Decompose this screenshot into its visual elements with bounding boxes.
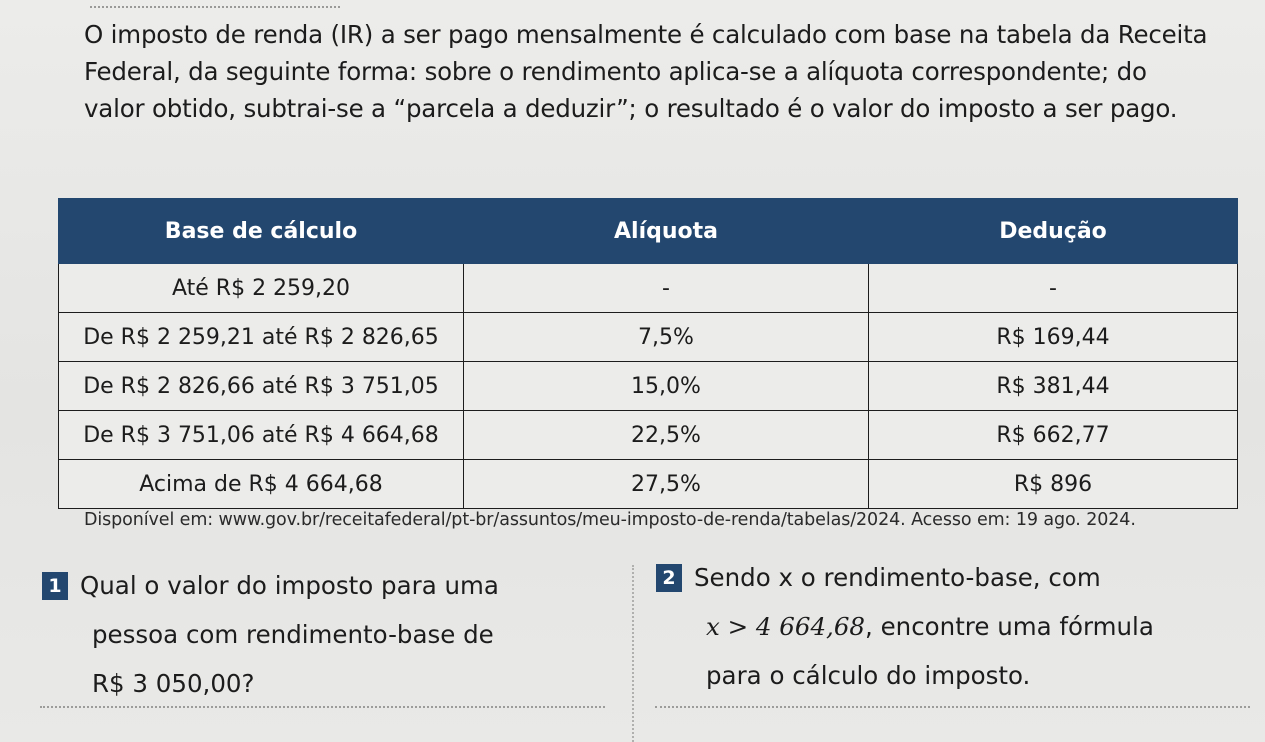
column-divider — [632, 565, 634, 742]
question-1-line-1: Qual o valor do imposto para uma — [80, 571, 499, 600]
cell-base: De R$ 2 259,21 até R$ 2 826,65 — [59, 313, 464, 362]
question-2-line-2 — [656, 602, 1256, 651]
table-header-row — [59, 199, 1238, 264]
question-number-badge: 1 — [42, 572, 68, 600]
cell-rate: 27,5% — [464, 460, 869, 509]
table-row — [59, 313, 1238, 362]
question-2-line-2-rest: , encontre uma fórmula — [865, 612, 1154, 641]
cell-deduction: R$ 169,44 — [869, 313, 1238, 362]
inequality-expression: x > 4 664,68 — [706, 612, 866, 641]
cell-rate: 15,0% — [464, 362, 869, 411]
cell-base: Até R$ 2 259,20 — [59, 264, 464, 313]
income-tax-table — [58, 198, 1238, 509]
question-1-line-2: pessoa com rendimento-base de — [92, 620, 494, 649]
answer-line-2 — [655, 706, 1250, 708]
cell-deduction: R$ 381,44 — [869, 362, 1238, 411]
answer-line-1 — [40, 706, 605, 708]
question-1 — [42, 561, 622, 708]
cell-deduction: R$ 896 — [869, 460, 1238, 509]
source-citation: Disponível em: www.gov.br/receitafederal/pt-br/assuntos/meu-imposto-de-renda/tabelas/2024. Acesso em: 19 ago. 2024. — [84, 510, 1136, 530]
question-2 — [656, 553, 1256, 700]
table-row — [59, 362, 1238, 411]
question-2-line-3: para o cálculo do imposto. — [706, 661, 1031, 690]
header-base: Base de cálculo — [59, 199, 464, 264]
cell-base: Acima de R$ 4 664,68 — [59, 460, 464, 509]
cell-base: De R$ 3 751,06 até R$ 4 664,68 — [59, 411, 464, 460]
header-deduction: Dedução — [869, 199, 1238, 264]
cell-rate: 7,5% — [464, 313, 869, 362]
intro-paragraph: O imposto de renda (IR) a ser pago mensalmente é calculado com base na tabela da Receita Federal, da seguinte forma: sobre o rendimento aplica-se a alíquota correspondente; do valor obtido, subtrai-se a “parcela a deduzir”; o resultado é o valor do imposto a ser pago. — [84, 20, 1208, 123]
cell-rate: - — [464, 264, 869, 313]
table-row — [59, 460, 1238, 509]
table-row — [59, 411, 1238, 460]
cell-deduction: - — [869, 264, 1238, 313]
question-1-line-3: R$ 3 050,00? — [92, 669, 255, 698]
top-dotted-rule — [90, 6, 340, 8]
cell-base: De R$ 2 826,66 até R$ 3 751,05 — [59, 362, 464, 411]
cell-rate: 22,5% — [464, 411, 869, 460]
question-number-badge: 2 — [656, 564, 682, 592]
question-2-line-1: Sendo x o rendimento-base, com — [694, 563, 1101, 592]
table-row — [59, 264, 1238, 313]
header-rate: Alíquota — [464, 199, 869, 264]
cell-deduction: R$ 662,77 — [869, 411, 1238, 460]
